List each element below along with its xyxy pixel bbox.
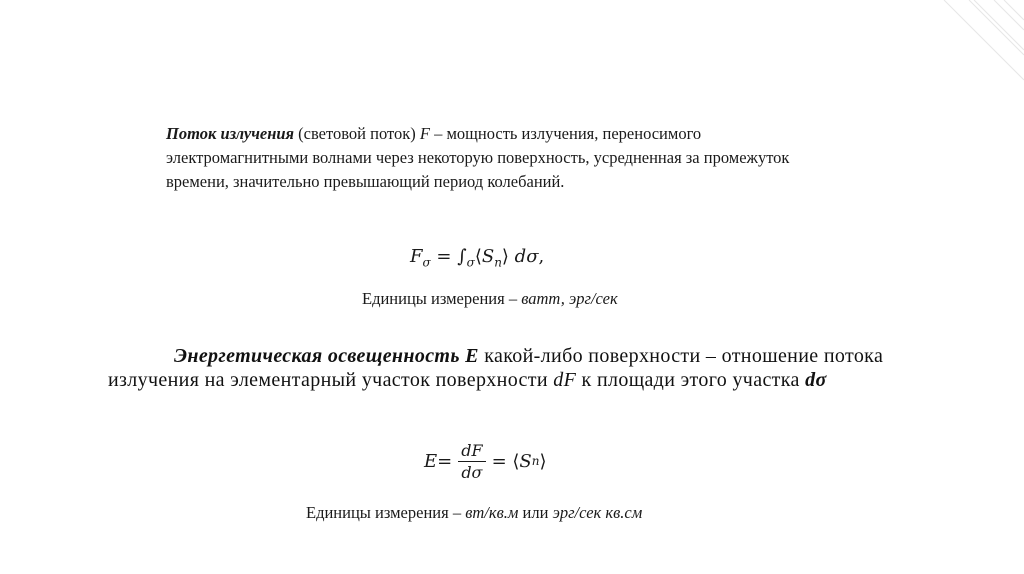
irradiance-text-1: какой-либо поверхности – отношение потока излучения на элементарный участок поверхности xyxy=(108,345,884,391)
units-label: Единицы измерения – xyxy=(362,289,522,308)
units2-or: или xyxy=(518,503,553,522)
formula-irradiance xyxy=(424,436,547,486)
f-lhs-sub: σ xyxy=(422,255,431,270)
irradiance-text-2: к площади этого участка xyxy=(576,369,806,391)
e-eq2: = ⟨ xyxy=(491,450,520,472)
fraction-denominator: dσ xyxy=(461,462,483,482)
e-lhs: E xyxy=(424,450,438,472)
f-eq: = ∫ xyxy=(430,246,467,267)
paren-text: (световой поток) xyxy=(294,124,420,143)
e-close: ⟩ xyxy=(539,450,547,472)
f-int-sub: σ xyxy=(466,255,475,270)
f-lhs: F xyxy=(410,246,423,267)
f-close: ⟩ xyxy=(501,246,515,267)
f-s: S xyxy=(481,246,495,267)
definition-luminous-flux xyxy=(166,122,806,194)
e-eq1: = xyxy=(437,450,453,472)
symbol-dsigma: dσ xyxy=(805,369,827,391)
f-open: ⟨ xyxy=(474,246,482,267)
fraction-numerator: dF xyxy=(458,441,485,462)
units2-value-1: вт/кв.м xyxy=(465,503,519,522)
definition-text: – мощность излучения, переносимого электромагнитными волнами через некоторую поверхность, усредненная за промежуток времени, значительно превышающий период колебаний. xyxy=(166,124,790,191)
f-s-sub: n xyxy=(494,255,502,270)
e-s: S xyxy=(519,450,532,472)
f-tail: , xyxy=(538,246,545,267)
f-d: dσ xyxy=(514,246,539,267)
term-irradiance: Энергетическая освещенность xyxy=(174,345,460,367)
term-radiation-flux: Поток излучения xyxy=(166,124,295,143)
symbol-e: E xyxy=(459,345,479,367)
units-value: ватт, эрг/сек xyxy=(521,289,618,308)
e-s-sub: n xyxy=(531,454,540,468)
symbol-df: dF xyxy=(553,369,577,391)
formula-flux xyxy=(410,246,544,270)
symbol-f: F xyxy=(419,124,430,143)
fraction xyxy=(458,441,485,482)
definition-irradiance xyxy=(108,344,938,392)
corner-decoration xyxy=(924,0,1024,100)
units-flux xyxy=(362,289,618,309)
units2-label: Единицы измерения – xyxy=(306,503,466,522)
units2-value-2: эрг/сек кв.см xyxy=(552,503,643,522)
units-irradiance xyxy=(306,503,642,523)
